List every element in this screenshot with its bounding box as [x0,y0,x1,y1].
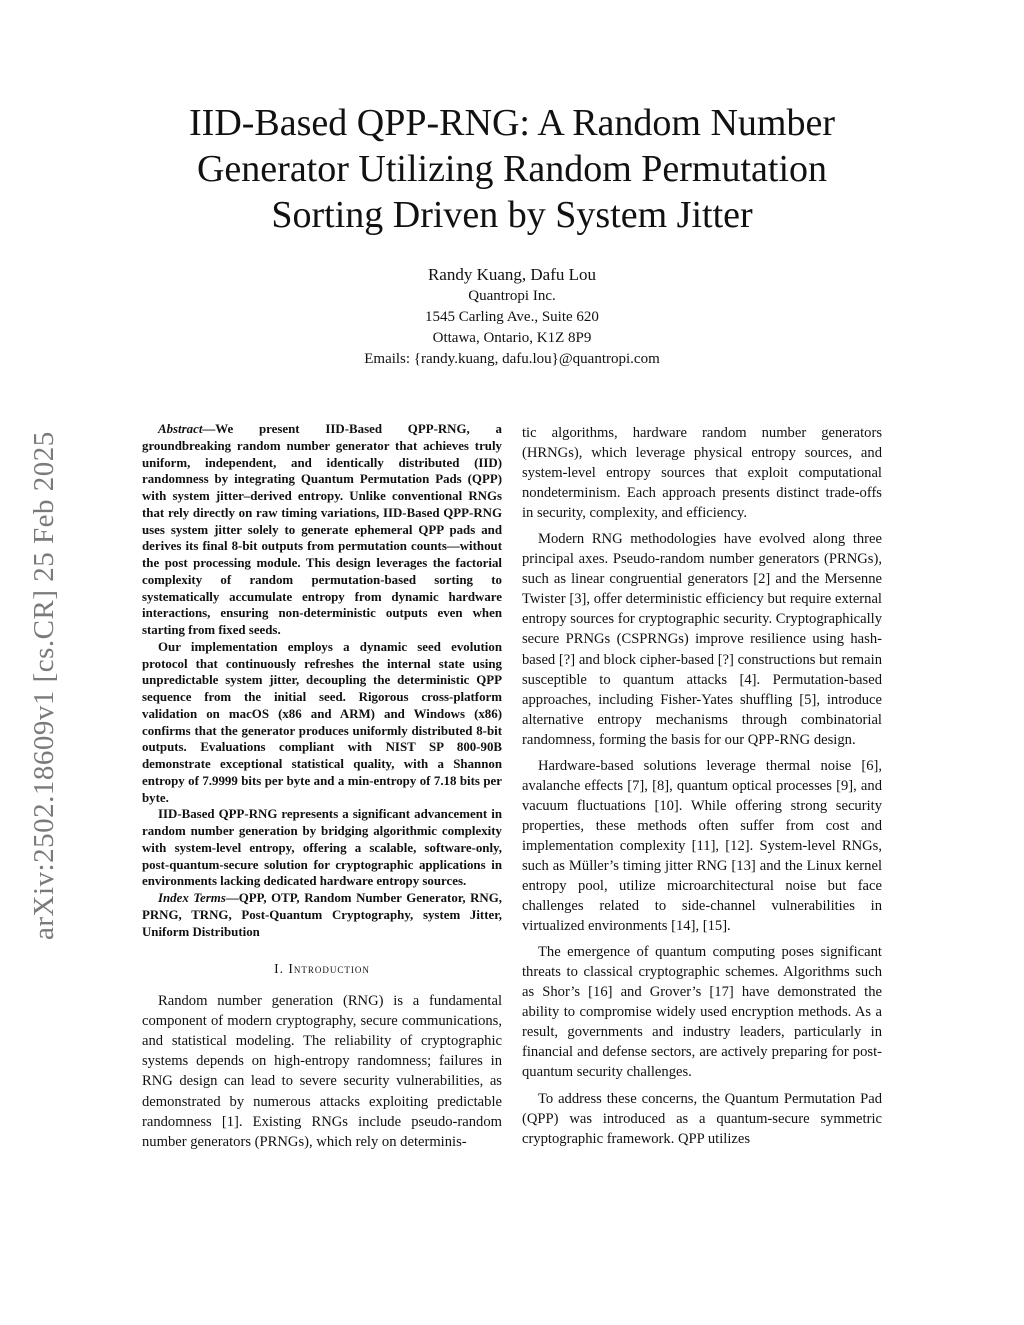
address-line: 1545 Carling Ave., Suite 620 [425,309,599,325]
author-block [200,264,824,370]
body-paragraph: tic algorithms, hardware random number generators (HRNGs), which leverage physical entropy sources, and system-level entropy sources that exploit computational nondeterminism. Each approach presents distinct trade-offs in security, complexity, and efficiency. [522,425,882,522]
body-paragraph: Random number generation (RNG) is a fundamental component of modern cryptography, secure communications, and statistical modeling. The reliability of cryptographic systems depends on high-entropy randomness; failures in RNG design can lead to severe security vulnerabilities, as demonstrated by numerous attacks exploiting predictable randomness [1]. Existing RNGs include pseudo-random number generators (PRNGs), which rely on determinis- [142,993,502,1150]
body-paragraph: To address these concerns, the Quantum Permutation Pad (QPP) was introduced as a quantum-secure symmetric cryptographic framework. QPP utilizes [522,1090,882,1147]
paper-title [120,100,904,238]
abstract-label: Abstract [158,422,203,436]
abstract-paragraph: Abstract—We present IID-Based QPP-RNG, a groundbreaking random number generator that achieves truly uniform, independent, and identically distributed (IID) randomness by integrating Quantum Permutation Pads (QPP) with system jitter–derived entropy. Unlike conventional RNGs that rely directly on raw timing variations, IID-Based QPP-RNG uses system jitter solely to generate ephemeral QPP pads and derives its final 8-bit outputs from permutation counts—without the post processing module. This design leverages the factorial complexity of random permutation-based sorting to systematically accumulate entropy from dynamic hardware interactions, ensuring non-deterministic outputs even when starting from fixed seeds. [142,422,502,637]
address-line: Ottawa, Ontario, K1Z 8P9 [432,330,592,346]
abstract-paragraph: Our implementation employs a dynamic seed evolution protocol that continuously refreshes the internal state using unpredictable system jitter, decoupling the deterministic QPP sequence from the initial seed. Rigorous cross-platform validation on macOS (x86 and ARM) and Windows (x86) confirms that the generator produces uniformly distributed 8-bit outputs. Evaluations compliant with NIST SP 800-90B demonstrate exceptional statistical quality, with a Shannon entropy of 7.9999 bits per byte and a min-entropy of 7.18 bits per byte. [142,639,502,805]
abstract-paragraph: IID-Based QPP-RNG represents a significant advancement in random number generation by bridging algorithmic complexity with system-level entropy, offering a scalable, software-only, post-quantum-secure solution for cryptographic applications in environments lacking dedicated hardware entropy sources. [142,807,502,889]
title-line: Generator Utilizing Random Permutation [196,148,828,190]
author-emails: Emails: {randy.kuang, dafu.lou}@quantropi.com [364,351,660,367]
index-terms: Index Terms—QPP, OTP, Random Number Generator, RNG, PRNG, TRNG, Post-Quantum Cryptography, system Jitter, Uniform Distribution [142,891,502,939]
arxiv-identifier: arXiv:2502.18609v1 [cs.CR] 25 Feb 2025 [28,431,60,940]
body-paragraph: Hardware-based solutions leverage thermal noise [6], avalanche effects [7], [8], quantum optical processes [9], and vacuum fluctuations [10]. While offering strong security properties, these methods often suffer from cost and implementation complexity [11], [12]. System-level RNGs, such as Müller’s timing jitter RNG [13] and the Linux kernel entropy pool, utilize microarchitectural noise but face challenges related to side-channel vulnerabilities in virtualized environments [14], [15]. [522,757,882,935]
section-heading: I. Introduction [274,961,370,977]
index-terms-label: Index Terms [158,891,226,905]
right-body-text [522,423,882,1149]
author-names: Randy Kuang, Dafu Lou [427,265,597,284]
affiliation: Quantropi Inc. [468,288,556,304]
title-line: IID-Based QPP-RNG: A Random Number [189,102,835,144]
body-paragraph: Modern RNG methodologies have evolved along three principal axes. Pseudo-random number generators (PRNGs), such as linear congruential generators [2] and the Mersenne Twister [3], offer deterministic efficiency but require external entropy sources for cryptographic security. Cryptographically secure PRNGs (CSPRNGs) improve resilience using hash-based [?] and block cipher-based [?] constructions but remain susceptible to quantum attacks [4]. Permutation-based approaches, including Fisher-Yates shuffling [5], introduce alternative entropy mechanisms through combinatorial randomness, forming the basis for our QPP-RNG design. [522,531,882,748]
abstract [142,421,502,940]
left-column [142,421,502,1158]
title-line: Sorting Driven by System Jitter [271,194,753,236]
body-paragraph: The emergence of quantum computing poses significant threats to classical cryptographic schemes. Algorithms such as Shor’s [16] and Grover’s [17] have demonstrated the ability to compromise widely used encryption methods. As a result, governments and industry leaders, particularly in financial and defense sectors, are actively preparing for post-quantum security challenges. [522,944,882,1081]
right-column [522,423,882,1155]
introduction-text [142,991,502,1151]
